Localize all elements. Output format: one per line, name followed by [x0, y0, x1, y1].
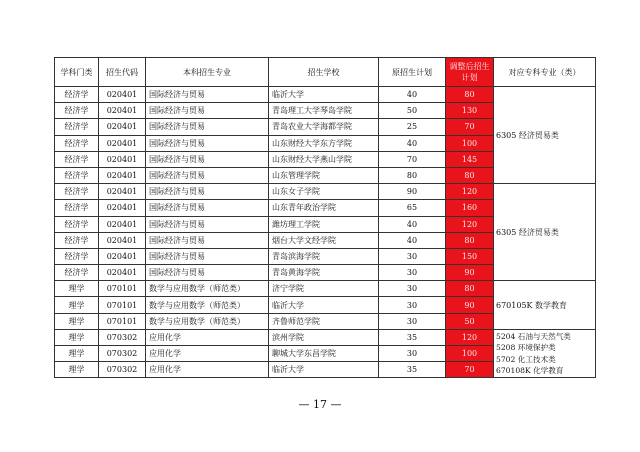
original-plan-cell: 80 [379, 167, 446, 183]
original-plan-cell: 70 [379, 151, 446, 167]
major-cell: 国际经济与贸易 [146, 232, 269, 248]
school-cell: 齐鲁师范学院 [269, 313, 379, 329]
school-cell: 聊城大学东昌学院 [269, 346, 379, 362]
school-cell: 青岛农业大学海都学院 [269, 119, 379, 135]
code-cell: 020401 [99, 135, 146, 151]
major-cell: 数学与应用数学（师范类） [146, 297, 269, 313]
original-plan-cell: 30 [379, 346, 446, 362]
table-row [55, 281, 596, 297]
code-cell: 020401 [99, 248, 146, 264]
vocational-major-line: 5208 环境保护类 [496, 343, 556, 353]
original-plan-cell: 40 [379, 87, 446, 103]
major-cell: 国际经济与贸易 [146, 265, 269, 281]
code-cell: 020401 [99, 87, 146, 103]
category-cell: 经济学 [55, 119, 99, 135]
category-cell: 经济学 [55, 248, 99, 264]
adjusted-plan-cell: 120 [446, 329, 494, 345]
major-cell: 国际经济与贸易 [146, 135, 269, 151]
code-cell: 020401 [99, 265, 146, 281]
header-major: 本科招生专业 [146, 58, 269, 87]
school-cell: 临沂大学 [269, 297, 379, 313]
category-cell: 经济学 [55, 151, 99, 167]
category-cell: 经济学 [55, 265, 99, 281]
school-cell: 青岛滨海学院 [269, 248, 379, 264]
major-cell: 国际经济与贸易 [146, 184, 269, 200]
original-plan-cell: 90 [379, 184, 446, 200]
header-original-plan: 原招生计划 [379, 58, 446, 87]
adjusted-plan-cell: 160 [446, 200, 494, 216]
original-plan-cell: 35 [379, 362, 446, 378]
category-cell: 经济学 [55, 87, 99, 103]
header-adjusted-plan: 调整后招生计划 [446, 58, 494, 87]
original-plan-cell: 30 [379, 313, 446, 329]
original-plan-cell: 30 [379, 265, 446, 281]
header-school: 招生学校 [269, 58, 379, 87]
adjusted-plan-cell: 130 [446, 103, 494, 119]
header-vocational-major: 对应专科专业（类） [494, 58, 596, 87]
vocational-major-cell: 6305 经济贸易类 [494, 184, 596, 281]
code-cell: 020401 [99, 216, 146, 232]
adjusted-plan-cell: 50 [446, 313, 494, 329]
category-cell: 经济学 [55, 184, 99, 200]
major-cell: 数学与应用数学（师范类） [146, 281, 269, 297]
adjusted-plan-cell: 80 [446, 87, 494, 103]
vocational-major-line: 5204 石油与天然气类 [496, 331, 571, 341]
code-cell: 070302 [99, 329, 146, 345]
adjusted-plan-cell: 150 [446, 248, 494, 264]
adjusted-plan-cell: 120 [446, 184, 494, 200]
category-cell: 理学 [55, 329, 99, 345]
vocational-major-line: 670108K 化学教育 [496, 366, 564, 376]
vocational-major-cell [494, 329, 596, 378]
table-row [55, 329, 596, 345]
major-cell: 国际经济与贸易 [146, 87, 269, 103]
category-cell: 经济学 [55, 135, 99, 151]
major-cell: 应用化学 [146, 329, 269, 345]
code-cell: 020401 [99, 200, 146, 216]
original-plan-cell: 30 [379, 297, 446, 313]
vocational-major-cell: 6305 经济贸易类 [494, 87, 596, 184]
category-cell: 经济学 [55, 216, 99, 232]
code-cell: 070302 [99, 346, 146, 362]
code-cell: 020401 [99, 232, 146, 248]
code-cell: 020401 [99, 151, 146, 167]
original-plan-cell: 40 [379, 135, 446, 151]
major-cell: 国际经济与贸易 [146, 167, 269, 183]
category-cell: 理学 [55, 297, 99, 313]
school-cell: 济宁学院 [269, 281, 379, 297]
major-cell: 应用化学 [146, 346, 269, 362]
table-header-row [55, 58, 596, 87]
original-plan-cell: 30 [379, 281, 446, 297]
header-category: 学科门类 [55, 58, 99, 87]
code-cell: 020401 [99, 103, 146, 119]
adjusted-plan-cell: 70 [446, 119, 494, 135]
category-cell: 经济学 [55, 200, 99, 216]
code-cell: 020401 [99, 184, 146, 200]
major-cell: 国际经济与贸易 [146, 216, 269, 232]
school-cell: 临沂大学 [269, 87, 379, 103]
table-row [55, 184, 596, 200]
code-cell: 070302 [99, 362, 146, 378]
adjusted-plan-cell: 80 [446, 232, 494, 248]
adjusted-plan-cell: 80 [446, 281, 494, 297]
school-cell: 滨州学院 [269, 329, 379, 345]
original-plan-cell: 50 [379, 103, 446, 119]
school-cell: 烟台大学文经学院 [269, 232, 379, 248]
category-cell: 经济学 [55, 232, 99, 248]
adjusted-plan-cell: 70 [446, 362, 494, 378]
category-cell: 理学 [55, 362, 99, 378]
major-cell: 国际经济与贸易 [146, 151, 269, 167]
vocational-major-line: 5702 化工技术类 [496, 354, 556, 364]
category-cell: 理学 [55, 346, 99, 362]
category-cell: 经济学 [55, 103, 99, 119]
adjusted-plan-cell: 90 [446, 297, 494, 313]
adjusted-plan-cell: 90 [446, 265, 494, 281]
school-cell: 山东财经大学东方学院 [269, 135, 379, 151]
category-cell: 理学 [55, 281, 99, 297]
code-cell: 020401 [99, 119, 146, 135]
code-cell: 070101 [99, 313, 146, 329]
category-cell: 经济学 [55, 167, 99, 183]
code-cell: 070101 [99, 281, 146, 297]
school-cell: 青岛理工大学琴岛学院 [269, 103, 379, 119]
adjusted-plan-cell: 120 [446, 216, 494, 232]
school-cell: 山东女子学院 [269, 184, 379, 200]
page-number: — 17 — [298, 398, 342, 411]
adjusted-plan-cell: 100 [446, 346, 494, 362]
school-cell: 临沂大学 [269, 362, 379, 378]
enrollment-plan-table [54, 57, 596, 378]
original-plan-cell: 30 [379, 248, 446, 264]
vocational-major-cell: 670105K 数学教育 [494, 281, 596, 330]
school-cell: 潍坊理工学院 [269, 216, 379, 232]
adjusted-plan-cell: 145 [446, 151, 494, 167]
school-cell: 山东青年政治学院 [269, 200, 379, 216]
school-cell: 山东财经大学燕山学院 [269, 151, 379, 167]
major-cell: 国际经济与贸易 [146, 119, 269, 135]
major-cell: 国际经济与贸易 [146, 200, 269, 216]
adjusted-plan-cell: 80 [446, 167, 494, 183]
original-plan-cell: 40 [379, 232, 446, 248]
major-cell: 数学与应用数学（师范类） [146, 313, 269, 329]
original-plan-cell: 40 [379, 216, 446, 232]
header-code: 招生代码 [99, 58, 146, 87]
original-plan-cell: 35 [379, 329, 446, 345]
code-cell: 020401 [99, 167, 146, 183]
original-plan-cell: 65 [379, 200, 446, 216]
school-cell: 青岛黄海学院 [269, 265, 379, 281]
major-cell: 国际经济与贸易 [146, 103, 269, 119]
category-cell: 理学 [55, 313, 99, 329]
school-cell: 山东管理学院 [269, 167, 379, 183]
major-cell: 应用化学 [146, 362, 269, 378]
code-cell: 070101 [99, 297, 146, 313]
major-cell: 国际经济与贸易 [146, 248, 269, 264]
table-row [55, 87, 596, 103]
adjusted-plan-cell: 100 [446, 135, 494, 151]
original-plan-cell: 25 [379, 119, 446, 135]
